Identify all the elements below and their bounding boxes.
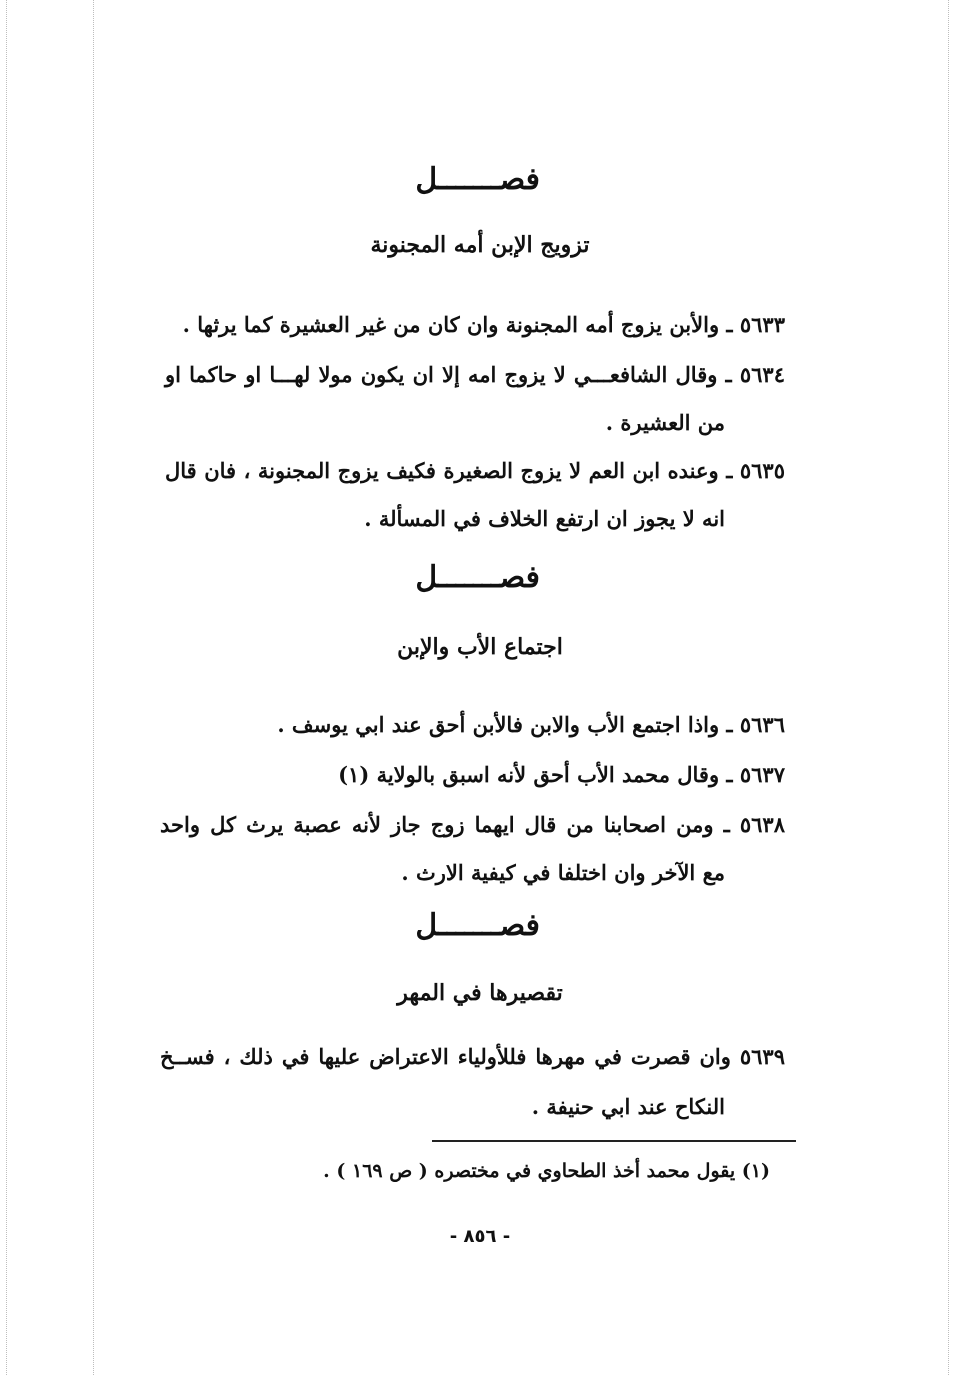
scan-edge-left-inner	[93, 0, 94, 1375]
section-heading-1: فصـــــــل	[415, 162, 540, 197]
paragraph-5634-line-1: ٥٦٣٤ ـ وقال الشافعـــي لا يزوج امه إلا ان يكون مولا لهـــا او حاكما او	[165, 362, 785, 387]
paragraph-5635-line-2: انه لا يجوز ان ارتفع الخلاف في المسألة .	[364, 506, 725, 531]
paragraph-5638-line-1: ٥٦٣٨ ـ ومن اصحابنا من قال ايهما زوج جاز لأنه عصبة يرث كل واحد	[160, 812, 785, 837]
paragraph-5639-line-2: النكاح عند ابي حنيفة .	[531, 1094, 725, 1119]
section-heading-3: فصـــــــل	[415, 908, 540, 943]
paragraph-5634-line-2: من العشيرة .	[605, 410, 725, 435]
page-number: - ٨٥٦ -	[449, 1226, 511, 1247]
paragraph-5636-line-1: ٥٦٣٦ ـ واذا اجتمع الأب والابن فالأبن أحق عند ابي يوسف .	[277, 712, 785, 737]
scan-edge-left	[6, 0, 7, 1375]
footnote-divider	[432, 1140, 796, 1142]
section-title-1: تزويج الإبن أمه المجنونة	[370, 232, 590, 258]
paragraph-5639-line-1: ٥٦٣٩ وان قصرت في مهرها فللأولياء الاعتراض عليها في ذلك ، فســخ	[160, 1044, 785, 1069]
paragraph-5638-line-2: مع الآخر وان اختلفا في كيفية الارث .	[401, 860, 725, 885]
section-title-3: تقصيرها في المهر	[397, 980, 563, 1006]
paragraph-5633-line-1: ٥٦٣٣ ـ والأبن يزوج أمه المجنونة وان كان من غير العشيرة كما يرثها .	[182, 312, 785, 337]
section-title-2: اجتماع الأب والإبن	[397, 634, 563, 660]
paragraph-5637-line-1: ٥٦٣٧ ـ وقال محمد الأب أحق لأنه اسبق بالولاية (١)	[338, 762, 785, 787]
footnote-1: (١) يقول محمد أخذ الطحاوي في مختصره ( ص ١٦٩ ) .	[323, 1160, 770, 1182]
scan-edge-right	[948, 0, 949, 1375]
paragraph-5635-line-1: ٥٦٣٥ ـ وعنده ابن العم لا يزوج الصغيرة فكيف يزوج المجنونة ، فان قال	[165, 458, 785, 483]
section-heading-2: فصـــــــل	[415, 560, 540, 595]
